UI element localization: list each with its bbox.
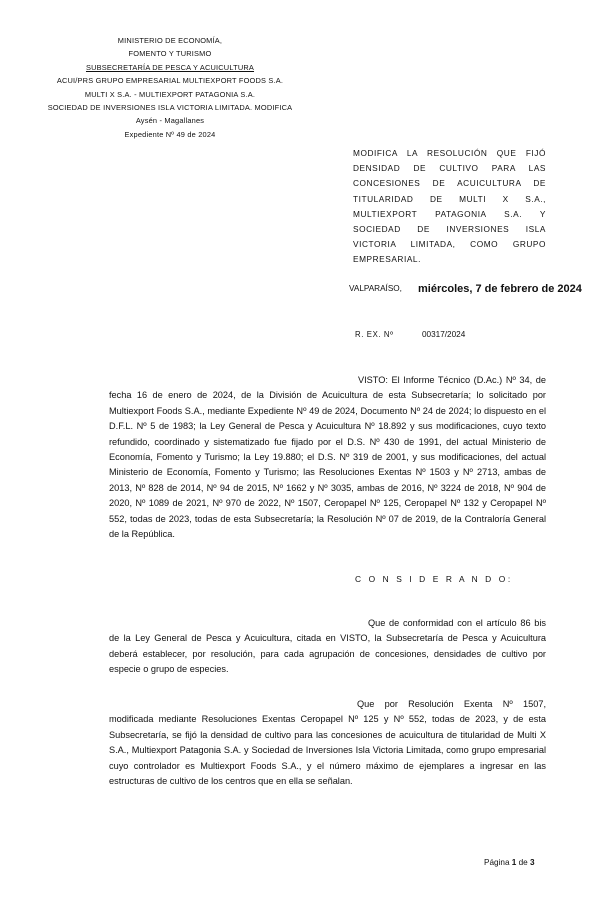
resolution-date: miércoles, 7 de febrero de 2024	[418, 283, 582, 295]
page-number	[484, 858, 535, 867]
page-word: Página	[484, 858, 510, 867]
considerando-2-text: Que por Resolución Exenta Nº 1507, modificada mediante Resoluciones Exentas Ceropapel Nº 125 y Nº 552, todas de 2023, y de esta Subsecretaría, se fijó la densidad de cultivo para las concesiones de acuicultura de titularidad de Multi X S.A., Multiexport Patagonia S.A. y Sociedad de Inversiones Isla Victoria Limitada, como grupo empresarial cuyo controlador es Multiexport Foods S.A., y el número máximo de ejemplares a ingresar en las estructuras de cultivo de los centros que en ella se señalan.	[109, 699, 546, 787]
considerando-paragraph-1	[109, 616, 546, 678]
visto-paragraph	[109, 373, 546, 542]
considerando-heading: C O N S I D E R A N D O:	[355, 574, 513, 584]
letterhead	[40, 34, 300, 141]
considerando-paragraph-2	[109, 697, 546, 789]
resolution-subject: MODIFICA LA RESOLUCIÓN QUE FIJÓ DENSIDAD DE CULTIVO PARA LAS CONCESIONES DE ACUICULTURA DE TITULARIDAD DE MULTI X S.A., MULTIEXPORT PATAGONIA S.A. Y SOCIEDAD DE INVERSIONES ISLA VICTORIA LIMITADA, COMO GRUPO EMPRESARIAL.	[353, 148, 546, 265]
letterhead-reference-2: MULTI X S.A. - MULTIEXPORT PATAGONIA S.A.	[84, 89, 256, 99]
visto-text: VISTO: El Informe Técnico (D.Ac.) Nº 34, de fecha 16 de enero de 2024, de la División de Acuicultura de esta Subsecretaría; lo solicitado por Multiexport Foods S.A., mediante Expediente Nº 49 de 2024, Documento Nº 24 de 2024; lo dispuesto en el D.F.L. Nº 5 de 1983; la Ley General de Pesca y Acuicultura Nº 18.892 y sus modificaciones, cuyo texto refundido, coordinado y sistematizado fue fijado por el D.S. Nº 430 de 1991, del actual Ministerio de Economía, Fomento y Turismo; la Ley 19.880; el D.S. Nº 319 de 2001, y sus modificaciones, del actual Ministerio de Economía, Fomento y Turismo; las Resoluciones Exentas Nº 1503 y Nº 2713, ambas de 2013, Nº 828 de 2014, Nº 94 de 2015, Nº 1662 y Nº 3035, ambas de 2016, Nº 3224 de 2018, Nº 904 de 2020, Nº 1089 de 2021, Nº 970 de 2022, Nº 1507, Ceropapel Nº 125, Ceropapel Nº 132 y Ceropapel Nº 552, todas de 2023, todas de esta Subsecretaría; la Resolución Nº 07 de 2019, de la Contraloría General de la República.	[109, 375, 546, 540]
considerando-1-text: Que de conformidad con el artículo 86 bis de la Ley General de Pesca y Acuicultura, citada en VISTO, la Subsecretaría de Pesca y Acuicultura deberá establecer, por resolución, para cada agrupación de concesiones, densidades de cultivo por especie o grupo de especies.	[109, 618, 546, 675]
resolution-number-label: R. EX. Nº	[355, 330, 394, 339]
place-label: VALPARAÍSO,	[349, 284, 402, 293]
letterhead-reference-3: SOCIEDAD DE INVERSIONES ISLA VICTORIA LIMITADA. MODIFICA	[47, 103, 293, 113]
page-of: de	[518, 858, 528, 867]
letterhead-subsecretaria: SUBSECRETARÍA DE PESCA Y ACUICULTURA	[85, 62, 255, 72]
letterhead-region: Aysén - Magallanes	[135, 116, 205, 126]
resolution-number-value: 00317/2024	[422, 330, 466, 339]
letterhead-ministry: MINISTERIO DE ECONOMÍA,	[117, 36, 223, 45]
page-total: 3	[530, 858, 535, 867]
letterhead-reference-1: ACUI/PRS GRUPO EMPRESARIAL MULTIEXPORT FOODS S.A.	[56, 76, 284, 86]
letterhead-ministry-2: FOMENTO Y TURISMO	[128, 49, 212, 59]
page-current: 1	[511, 858, 517, 867]
letterhead-expediente: Expediente Nº 49 de 2024	[124, 129, 216, 139]
